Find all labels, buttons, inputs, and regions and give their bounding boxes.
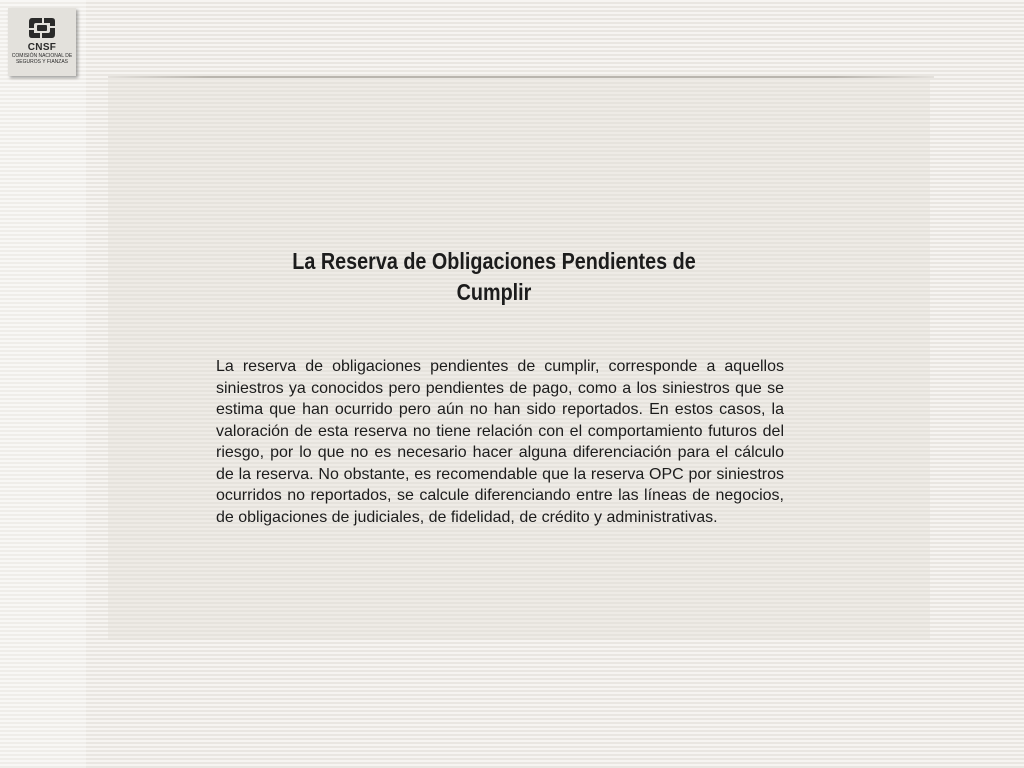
cnsf-logo-mark-icon (26, 14, 58, 42)
slide-title: La Reserva de Obligaciones Pendientes de Cumplir (292, 248, 696, 305)
slide-body-text: La reserva de obligaciones pendientes de cumplir, corresponde a aquellos siniestros ya conocidos pero pendientes de pago, como a los siniestros que se estima que han ocurrido pero aún no han sido reportados. En estos casos, la valoración de esta reserva no tiene relación con el comportamiento futuros del riesgo, por lo que no es necesario hacer alguna diferenciación para el cálculo de la reserva. No obstante, es recomendable que la reserva OPC por siniestros ocurridos no reportados, se calcule diferenciando entre las líneas de negocios, de obligaciones de judiciales, de fidelidad, de crédito y administrativas. (216, 358, 784, 526)
logo-abbreviation: CNSF (27, 42, 57, 53)
left-margin-strip (0, 0, 86, 768)
cnsf-logo (8, 8, 76, 76)
logo-full-name: COMISIÓN NACIONAL DE SEGUROS Y FIANZAS (11, 53, 73, 65)
top-divider (108, 76, 934, 78)
